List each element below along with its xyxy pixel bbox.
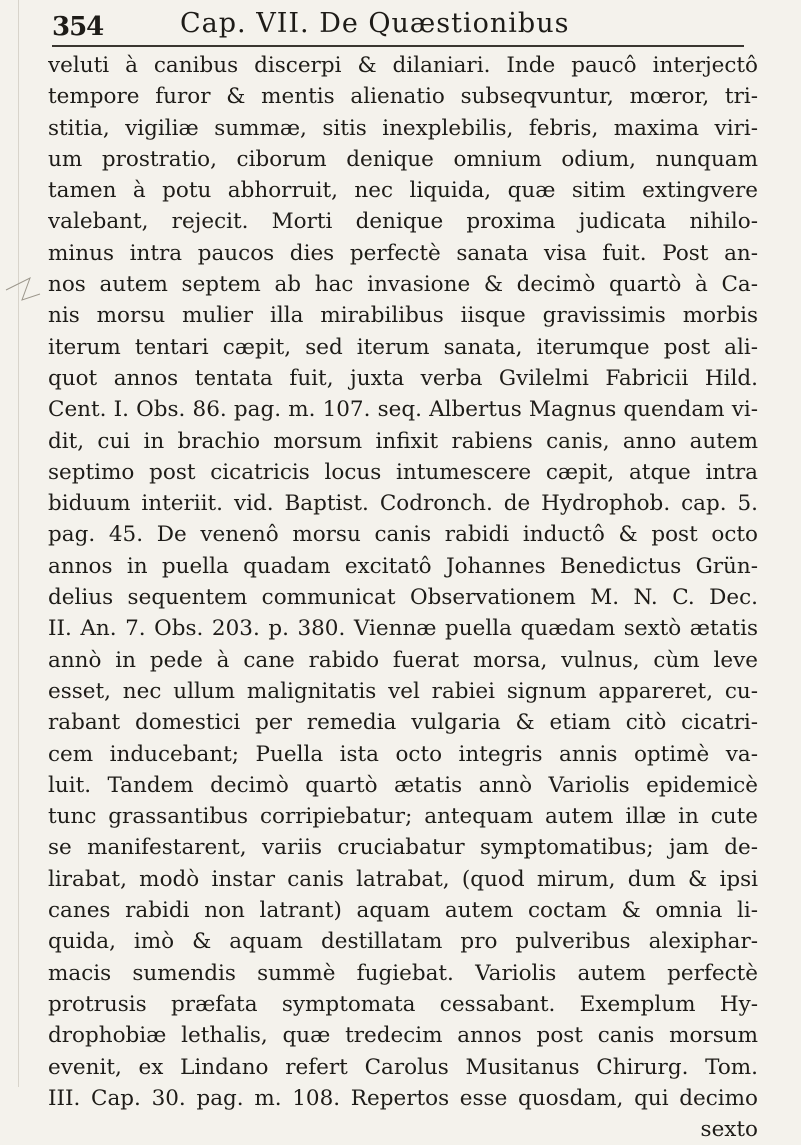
text-line: rabant domestici per remedia vulgaria & etiam citò cicatri- (48, 710, 758, 736)
text-line: minus intra paucos dies perfectè sanata visa fuit. Post an- (48, 240, 758, 266)
margin-smudge (0, 260, 48, 320)
text-line: veluti à canibus discerpi & dilaniari. Inde paucô interjectô (48, 53, 758, 78)
text-line: um prostratio, ciborum denique omnium odium, nunquam (48, 146, 758, 172)
running-head: Cap. VII. De Quæstionibus (180, 8, 570, 39)
text-line: lirabat, modò instar canis latrabat, (quod mirum, dum & ipsi (48, 866, 758, 892)
text-line: macis sumendis summè fugiebat. Variolis autem perfectè (48, 960, 758, 986)
text-line: tempore furor & mentis alienatio subseqvuntur, mœror, tri- (48, 84, 758, 110)
text-line: cem inducebant; Puella ista octo integris annis optimè va- (48, 741, 758, 767)
text-line: luit. Tandem decimò quartò ætatis annò Variolis epidemicè (48, 772, 758, 798)
text-line: evenit, ex Lindano refert Carolus Musitanus Chirurg. Tom. (48, 1054, 758, 1080)
text-line: tamen à potu abhorruit, nec liquida, quæ sitim extingvere (48, 178, 758, 204)
gutter-shadow (18, 0, 19, 1087)
text-line: dit, cui in brachio morsum infixit rabiens canis, anno autem (48, 428, 758, 454)
text-line: nos autem septem ab hac invasione & decimò quartò à Ca- (48, 272, 758, 298)
text-line: esset, nec ullum malignitatis vel rabiei signum appareret, cu- (48, 678, 758, 704)
text-line: II. An. 7. Obs. 203. p. 380. Viennæ puella quædam sextò ætatis (48, 616, 758, 642)
text-line: annos in puella quadam excitatô Johannes Benedictus Grün- (48, 553, 758, 579)
text-line: se manifestarent, variis cruciabatur symptomatibus; jam de- (48, 835, 758, 861)
text-line: septimo post cicatricis locus intumescere cæpit, atque intra (48, 459, 758, 485)
text-line: delius sequentem communicat Observationem M. N. C. Dec. (48, 585, 758, 611)
header-rule (52, 45, 744, 47)
text-line: Cent. I. Obs. 86. pag. m. 107. seq. Albertus Magnus quendam vi- (48, 397, 758, 423)
text-line: iterum tentari cæpit, sed iterum sanata, iterumque post ali- (48, 334, 758, 360)
page-number: 354 (52, 12, 104, 42)
text-line: drophobiæ lethalis, quæ tredecim annos post canis morsum (48, 1023, 758, 1049)
text-block (48, 50, 758, 1145)
text-line: protrusis præfata symptomata cessabant. Exemplum Hy- (48, 991, 758, 1017)
text-line: sexto (700, 1117, 758, 1143)
text-line: quida, imò & aquam destillatam pro pulveribus alexiphar- (48, 929, 758, 955)
text-line: valebant, rejecit. Morti denique proxima judicata nihilo- (48, 209, 758, 235)
text-line: biduum interiit. vid. Baptist. Codronch. de Hydrophob. cap. 5. (48, 491, 758, 517)
text-line: canes rabidi non latrant) aquam autem coctam & omnia li- (48, 898, 758, 924)
text-line: nis morsu mulier illa mirabilibus iisque gravissimis morbis (48, 303, 758, 329)
text-line: pag. 45. De venenô morsu canis rabidi inductô & post octo (48, 522, 758, 548)
text-line: quot annos tentata fuit, juxta verba Gvilelmi Fabricii Hild. (48, 365, 758, 391)
text-line: annò in pede à cane rabido fuerat morsa, vulnus, cùm leve (48, 647, 758, 673)
text-line: stitia, vigiliæ summæ, sitis inexplebilis, febris, maxima viri- (48, 115, 758, 141)
page-header (52, 2, 742, 46)
text-line: tunc grassantibus corripiebatur; antequam autem illæ in cute (48, 804, 758, 830)
text-line: III. Cap. 30. pag. m. 108. Repertos esse quosdam, qui decimo (48, 1085, 758, 1111)
